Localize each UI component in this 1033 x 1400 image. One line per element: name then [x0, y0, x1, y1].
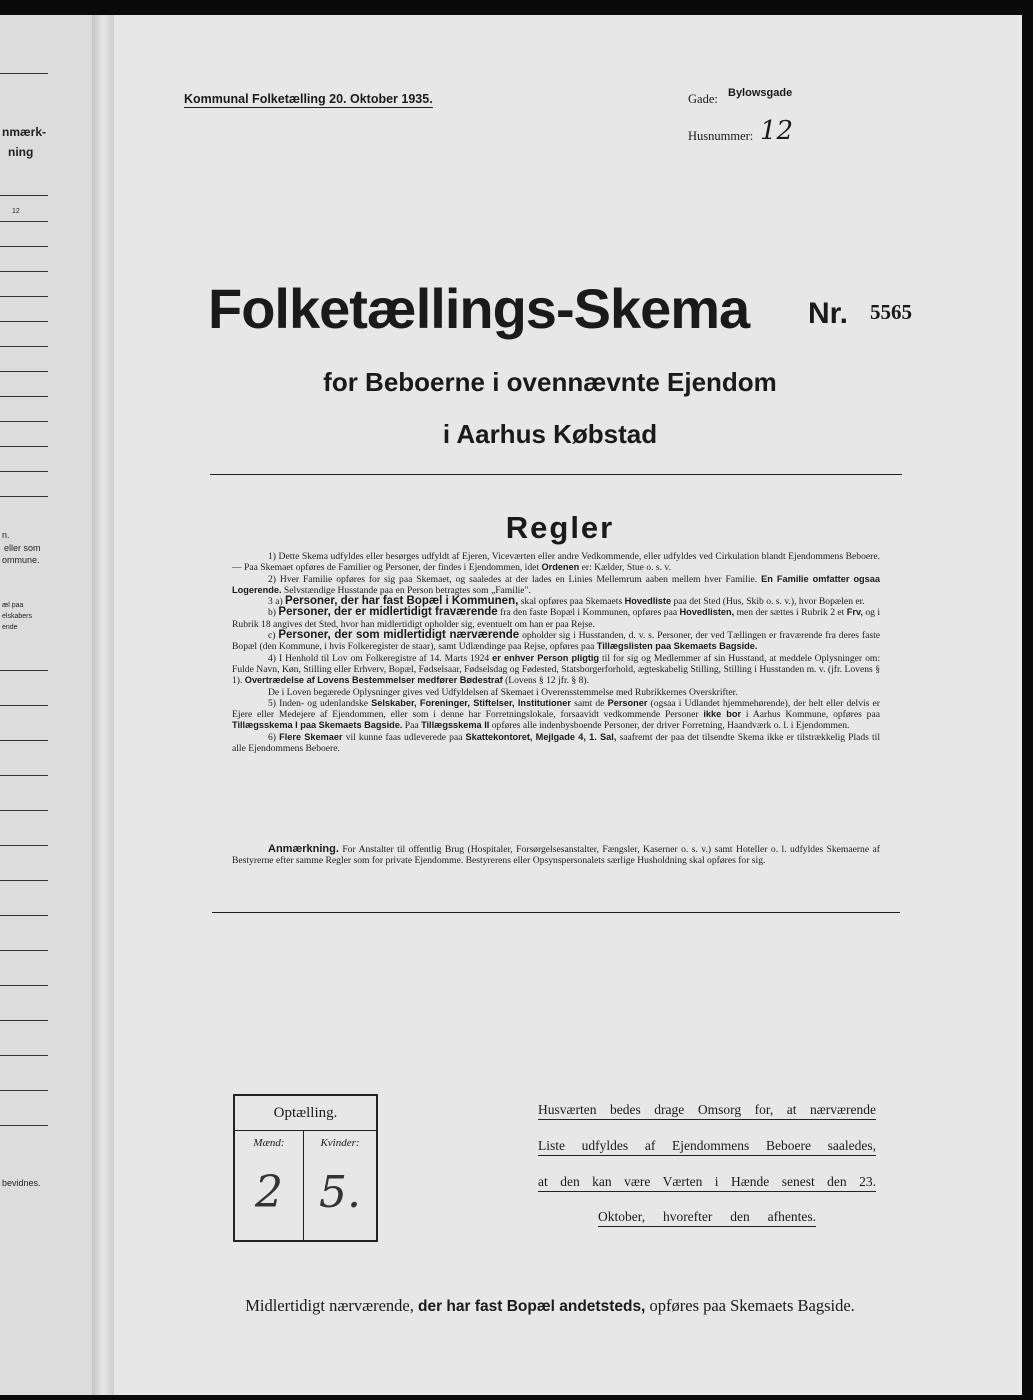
rule-2: 2) Hver Familie opføres for sig paa Skemaet, og saaledes at der lades en Linies Mellemrum aaben mellem hver Familie. En Familie omfatter ogsaa Logerende. Selvstændige Husstande paa en Person betragtes som „Familie".: [232, 573, 881, 596]
men-column: [235, 1131, 304, 1240]
left-header-fragment: ning: [8, 145, 34, 159]
house-number-label: Husnummer:: [688, 129, 754, 143]
subtitle-line-1: for Beboerne i ovennævnte Ejendom: [323, 367, 777, 397]
rule-3a: 3 a) Personer, der har fast Bopæl i Kommunen, skal opføres paa Skemaets Hovedliste paa det Sted (Hus, Skib o. s. v.), hvor Bopælen er.: [268, 595, 865, 608]
notice-line: Oktober, hvorefter den afhentes.: [598, 1209, 816, 1227]
house-number-value: 12: [760, 116, 794, 146]
divider: [0, 880, 48, 881]
notice-line: at den kan være Værten i Hænde senest den 23.: [538, 1174, 876, 1192]
left-text-fragment: eller som: [4, 543, 41, 553]
number-label: Nr.: [808, 297, 849, 330]
divider: [0, 346, 48, 347]
street-value: Bylowsgade: [728, 87, 793, 99]
form-number: 5565: [870, 300, 912, 324]
divider: [212, 912, 900, 913]
subtitle-line-2: i Aarhus Købstad: [442, 419, 658, 449]
left-text-fragment: ommune.: [2, 555, 40, 565]
divider: [0, 73, 48, 74]
men-label: Mænd:: [253, 1137, 285, 1149]
women-label: Kvinder:: [320, 1137, 360, 1149]
divider: [0, 845, 48, 846]
rule-4: 4) I Henhold til Lov om Folkeregistre af 14. Marts 1924 er enhver Person pligtig til for sig og Medlemmer af sin Husstand, at meddele Oplysninger om: Fulde Navn, Køn, Stilling eller Erhverv, Bopæl, Fødselsaar, Fødselsdag og Fødested, Statsborgerforhold, ægteskabelig Stilling, Stilling i Husstanden m. v. (jfr. Lovens § 1). Overtrædelse af Lovens Bestemmelser medfører Bødestraf (Lovens § 12 jfr. § 8).: [232, 652, 880, 687]
rules-text: [232, 551, 880, 754]
divider: [0, 471, 48, 472]
divider: [0, 950, 48, 951]
women-count: 5.: [319, 1167, 361, 1218]
remark: [232, 844, 880, 867]
notice-line: Husværten bedes drage Omsorg for, at nærværende: [538, 1102, 876, 1120]
left-text-fragment: elskabers: [2, 613, 32, 620]
form-title: Folketællings-Skema: [208, 277, 750, 340]
divider: [0, 321, 48, 322]
divider: [0, 296, 48, 297]
rule-1: 1) Dette Skema udfyldes eller besørges udfyldt af Ejeren, Viceværten eller andre Vedkommende, eller udfyldes ved Cirkulation blandt Ejendommens Beboere. — Paa Skemaet opføres de Familier og Personer, der findes i Ejendommen, idet Ordenen er: Kælder, Stue o. s. v.: [232, 551, 880, 574]
divider: [0, 195, 48, 196]
rule-4-note: De i Loven begærede Oplysninger gives ved Udfyldelsen af Skemaet i Overensstemmelse med Rubrikkernes Overskrifter.: [268, 686, 738, 698]
street-label: Gade:: [688, 92, 718, 106]
rule-6: 6) Flere Skemaer vil kunne faas udleverede paa Skattekontoret, Mejlgade 4, 1. Sal, saafremt der paa det tilsendte Skema ikke er tilstrækkelig Plads til alle Ejendommens Beboere.: [232, 731, 880, 755]
divider: [0, 1020, 48, 1021]
women-column: [304, 1131, 376, 1240]
left-facing-page: [0, 15, 93, 1395]
rules-heading: Regler: [505, 510, 615, 545]
column-number: 12: [12, 208, 20, 215]
divider: [0, 221, 48, 222]
rule-3c: c) Personer, der som midlertidigt nærværende opholder sig i Husstanden, d. v. s. Personer, der ved Tællingen er fraværende fra deres faste Bopæl (den Kommune, i hvis Folkeregister de staar), samt Udlændinge paa Rejse, opføres paa Tillægslisten paa Skemaets Bagside.: [232, 629, 881, 653]
census-title: Kommunal Folketælling 20. Oktober 1935.: [184, 92, 433, 106]
men-count: 2: [255, 1167, 283, 1218]
rule-3b: b) Personer, der er midlertidigt fraværende fra den faste Bopæl i Kommunen, opføres paa Hovedlisten, men der sættes i Rubrik 2 et Frv, og i Rubrik 18 angives det Sted, hvor han midlertidigt opholder sig, eventuelt om han er paa Rejse.: [232, 606, 881, 630]
divider: [0, 496, 48, 497]
rule-5: 5) Inden- og udenlandske Selskaber, Foreninger, Stiftelser, Institutioner samt de Personer (ogsaa i Udlandet hjemmehørende), der helt eller delvis er Ejere eller Medejere af Ejendommen, eller som i denne har Forretningslokale, forsaavidt vedkommende Personer ikke bor i Aarhus Kommune, opføres paa Tillægsskema I paa Skemaets Bagside. Paa Tillægsskema II opføres alle indenbysboende Personer, der driver Forretning, Haandværk o. l. i Ejendommen.: [232, 697, 880, 732]
divider: [0, 705, 48, 706]
footer-note: Midlertidigt nærværende, der har fast Bopæl andetsteds, opføres paa Skemaets Bagside.: [245, 1296, 855, 1315]
left-text-fragment: ende: [2, 624, 18, 631]
divider: [0, 1090, 48, 1091]
left-header-fragment: nmærk-: [2, 125, 47, 139]
left-text-fragment: n.: [2, 530, 10, 540]
book-gutter: [92, 15, 114, 1395]
remark-heading: Anmærkning.: [268, 843, 339, 855]
divider: [0, 740, 48, 741]
divider: [0, 1055, 48, 1056]
divider: [0, 810, 48, 811]
left-text-fragment: bevidnes.: [2, 1178, 41, 1188]
divider: [0, 271, 48, 272]
divider: [0, 1125, 48, 1126]
left-text-fragment: æl paa: [2, 602, 24, 609]
divider: [0, 670, 48, 671]
count-box: [233, 1094, 378, 1242]
remark-text: For Anstalter til offentlig Brug (Hospitaler, Forsørgelsesanstalter, Fængsler, Kaserner o. s. v.) samt Hoteller o. l. udfyldes Skemaerne af Bestyrerne efter samme Regler som for private Ejendomme. Bestyrerens eller Opsynspersonalets særlige Husholdning skal opføres for sig.: [232, 844, 880, 867]
notice-line: Liste udfyldes af Ejendommens Beboere saaledes,: [538, 1138, 876, 1156]
divider: [0, 775, 48, 776]
divider: [0, 915, 48, 916]
count-title: Optælling.: [235, 1096, 376, 1131]
divider: [210, 474, 902, 475]
divider: [0, 246, 48, 247]
divider: [0, 985, 48, 986]
